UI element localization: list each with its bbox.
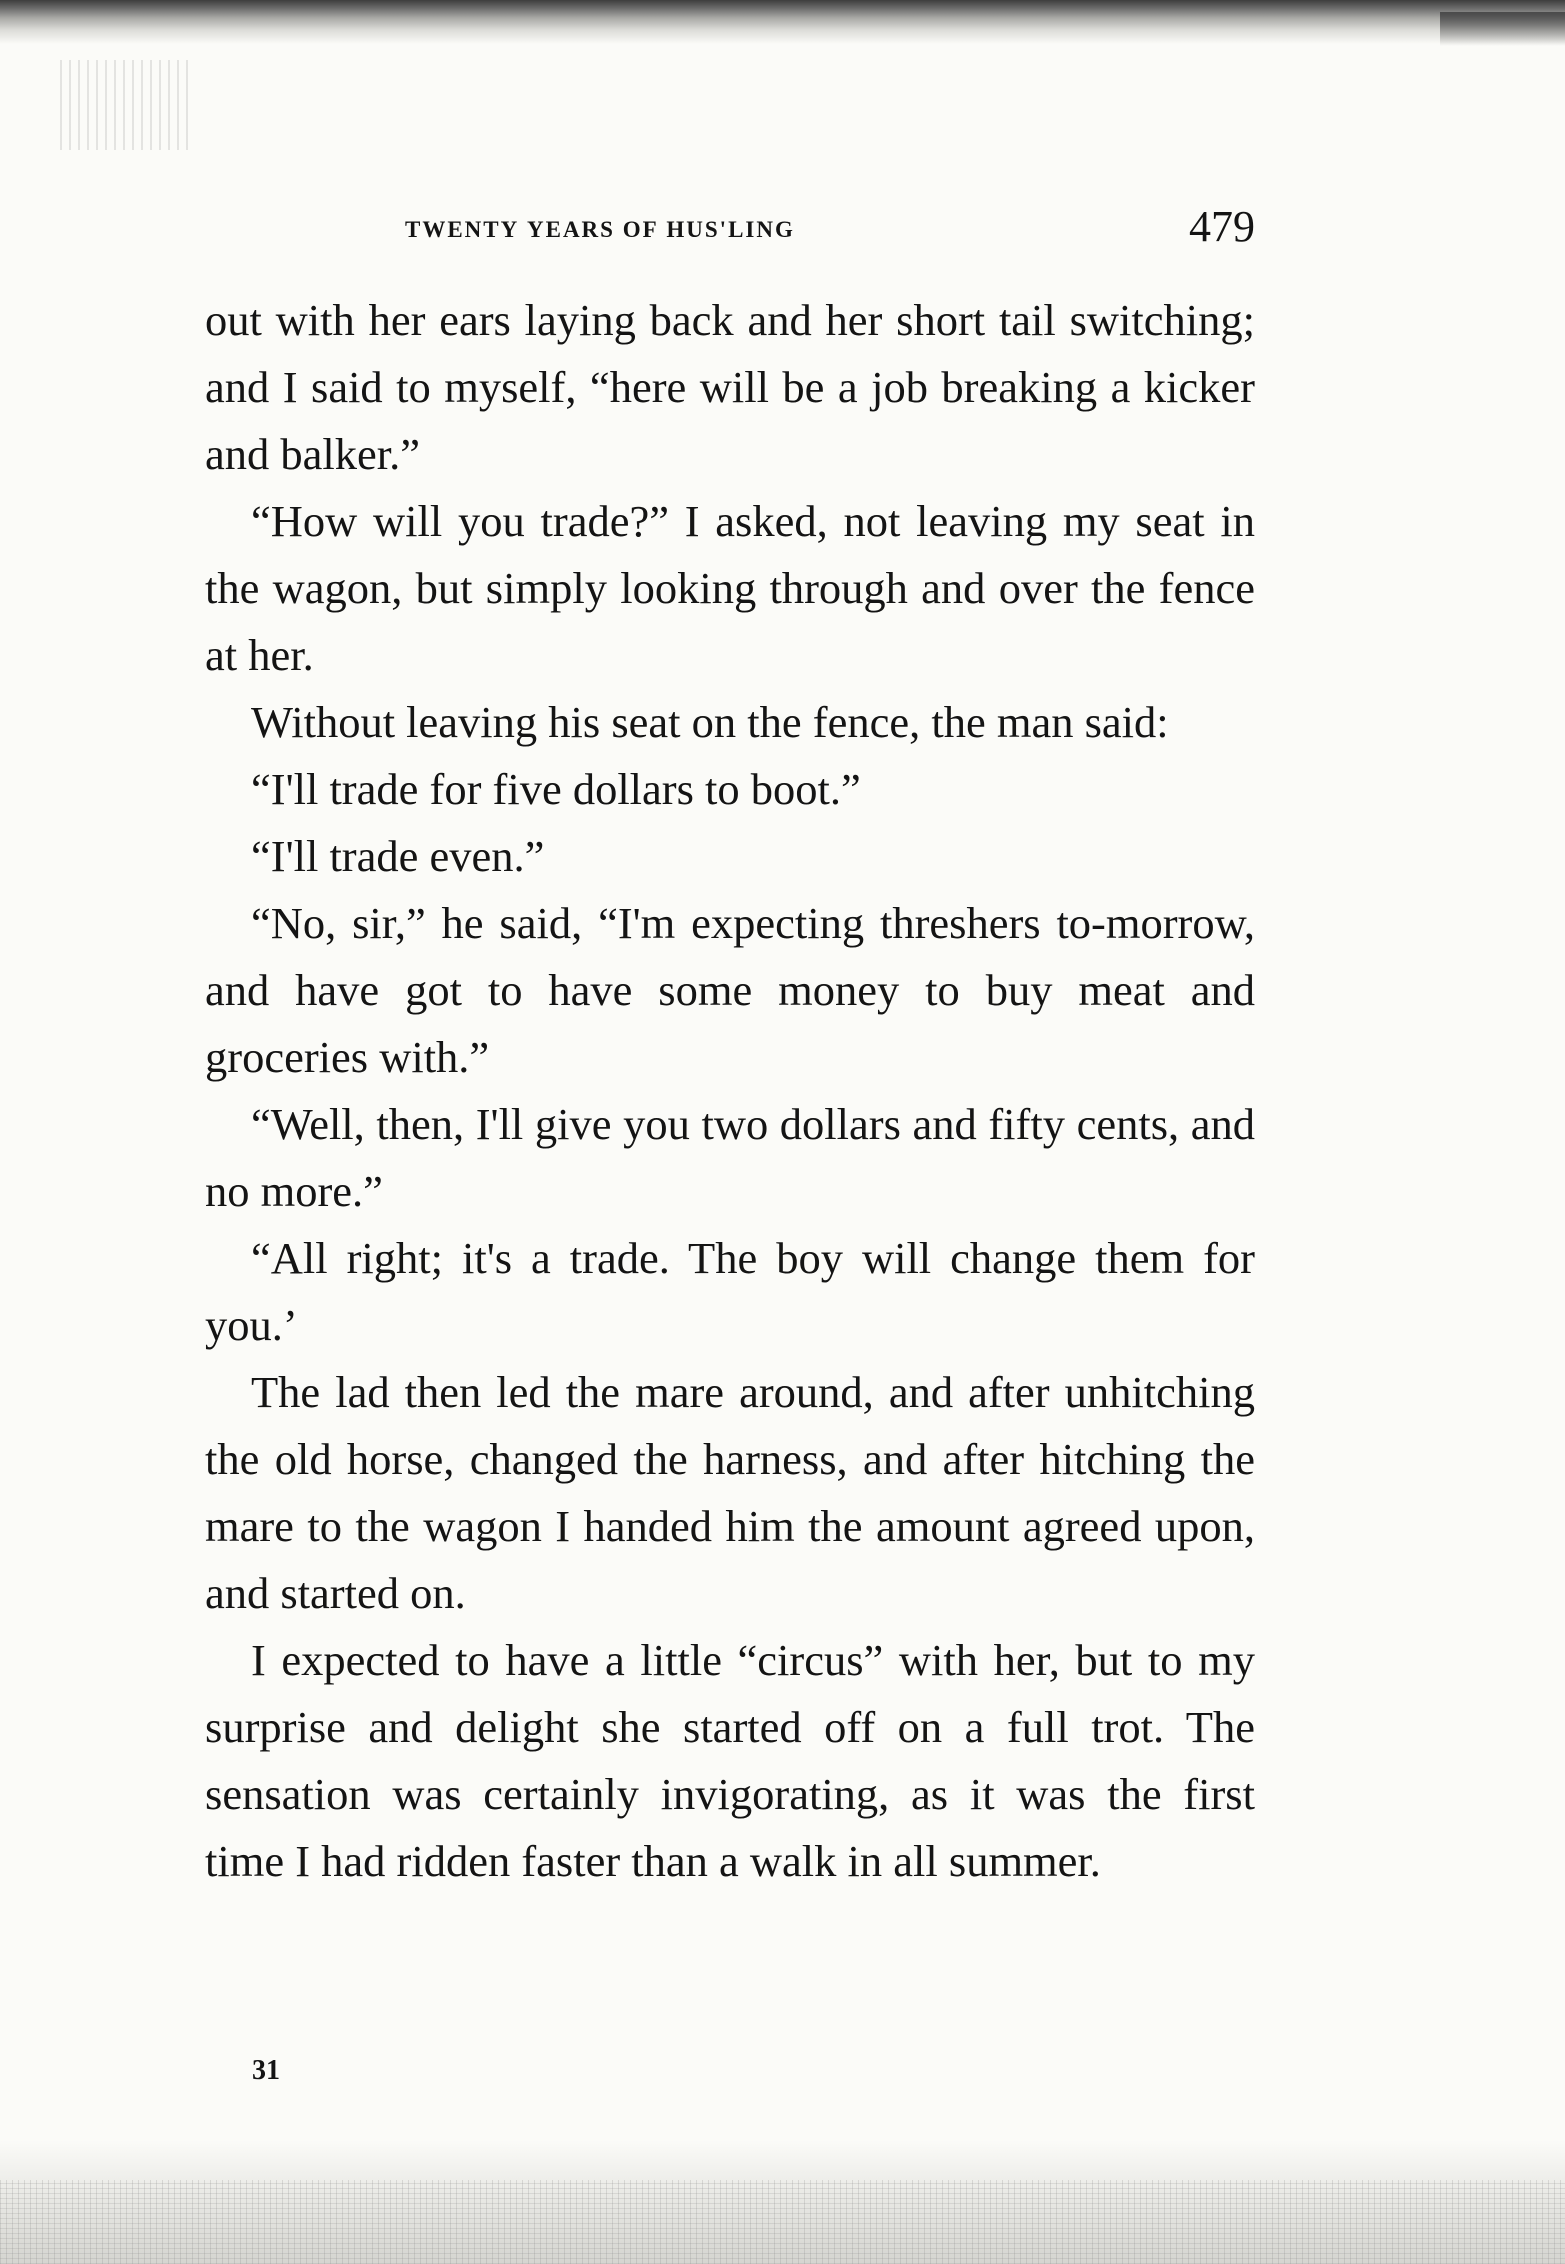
paragraph: “I'll trade even.” bbox=[251, 831, 545, 881]
running-head bbox=[205, 202, 1255, 265]
paragraph: I expected to have a little “circus” with her, but to my surprise and delight she started off on a full trot. The sensation was certainly invigorating, as it was the first time I had ridden faster than a walk in all summer. bbox=[205, 1635, 1255, 1886]
paragraph: “I'll trade for five dollars to boot.” bbox=[251, 764, 861, 814]
paragraph: out with her ears laying back and her short tail switching; and I said to myself, “here will be a job breaking a kicker and balker.” bbox=[205, 295, 1255, 479]
paragraph: “How will you trade?” I asked, not leaving my seat in the wagon, but simply looking through and over the fence at her. bbox=[205, 496, 1255, 680]
paragraph: Without leaving his seat on the fence, the man said: bbox=[251, 697, 1169, 747]
signature-mark: 31 bbox=[252, 2055, 280, 2086]
scan-speckle bbox=[60, 60, 190, 150]
paragraph: “No, sir,” he said, “I'm expecting threshers to-morrow, and have got to have some money to buy meat and groceries with.” bbox=[205, 898, 1255, 1082]
scan-top-edge bbox=[0, 0, 1565, 44]
paragraph: The lad then led the mare around, and after unhitching the old horse, changed the harness, and after hitching the mare to the wagon I handed him the amount agreed upon, and started on. bbox=[205, 1367, 1255, 1618]
body-text bbox=[205, 287, 1255, 1895]
paragraph: “Well, then, I'll give you two dollars and fifty cents, and no more.” bbox=[205, 1099, 1255, 1216]
paragraph: “All right; it's a trade. The boy will change them for you.’ bbox=[205, 1233, 1255, 1350]
page-number: 479 bbox=[1189, 202, 1255, 251]
running-title: twenty years of hus'ling bbox=[405, 209, 795, 245]
scan-bottom-edge bbox=[0, 2140, 1565, 2264]
